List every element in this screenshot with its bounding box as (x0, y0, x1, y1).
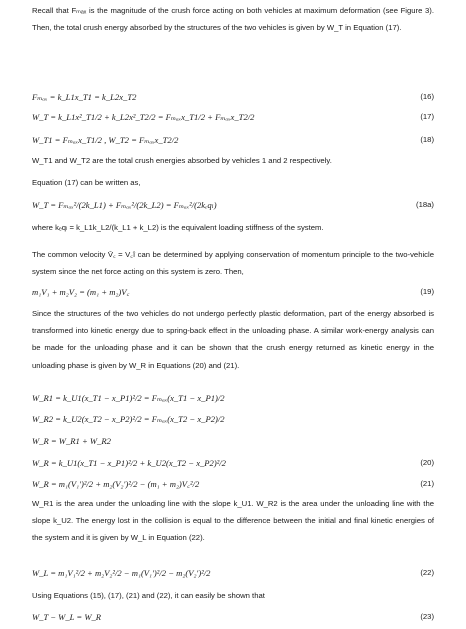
equation-number-22: (22) (420, 568, 434, 577)
equation-row-21 (32, 477, 434, 491)
equation-row-23 (32, 610, 434, 624)
equation-number-17: (17) (420, 112, 434, 121)
equation-number-18: (18) (420, 135, 434, 144)
equation-row-17 (32, 110, 434, 124)
equation-number-16: (16) (420, 92, 434, 101)
paragraph-common-velocity: The common velocity V̄꜀ = V꜀î can be determined by applying conservation of momentum principle to the two-vehicle system since the net force acting on this system is zero. Then, (32, 250, 434, 277)
equation-18a: W_T = Fₘₐₓ²/(2k_L1) + Fₘₐₓ²/(2k_L2) = Fₘₐₓ²/(2kₑqₗ) (32, 200, 217, 210)
equation-row-22 (32, 566, 434, 580)
paragraph-keql-definition: where kₑqₗ = k_L1k_L2/(k_L1 + k_L2) is the equivalent loading stiffness of the system. (32, 223, 324, 232)
paragraph-eq17-intro: Equation (17) can be written as, (32, 178, 141, 187)
equation-23: W_T − W_L = W_R (32, 612, 102, 622)
equation-row-wr1 (32, 391, 434, 405)
equation-number-20: (20) (420, 458, 434, 467)
equation-row-18a (32, 198, 434, 212)
equation-22: W_L = m₁V₁²/2 + m₂V₂²/2 − m₁(V₁′)²/2 − m₂(V₂′)²/2 (32, 568, 211, 578)
equation-18: W_T1 = Fₘₐₓx_T1/2 , W_T2 = Fₘₐₓx_T2/2 (32, 135, 179, 145)
equation-wr2: W_R2 = k_U2(x_T2 − x_P2)²/2 = Fₘₐₓ(x_T2 − x_P2)/2 (32, 414, 225, 424)
paragraph-intro: Recall that Fₘₐₓ is the magnitude of the crush force acting on both vehicles at maximum deformation (see Figure 3). Then, the total crush energy absorbed by the structures of the two vehicles is given by W_T in Equation (17). (32, 6, 434, 33)
equation-row-19 (32, 285, 434, 299)
equation-row-20 (32, 456, 434, 470)
equation-row-wr-sum (32, 434, 434, 448)
equation-row-18 (32, 133, 434, 147)
equation-19: m₁V₁ + m₂V₂ = (m₁ + m₂)V꜀ (32, 287, 130, 297)
equation-number-21: (21) (420, 479, 434, 488)
paragraph-unloading-area: W_R1 is the area under the unloading line with the slope k_U1. W_R2 is the area under the unloading line with the slope k_U2. The energy lost in the collision is equal to the difference between the initial and final kinetic energies of the system and it is given by W_L in Equation (22). (32, 499, 434, 543)
paragraph-spring-back: Since the structures of the two vehicles do not undergo perfectly plastic deformation, part of the energy absorbed is transformed into kinetic energy due to spring-back effect in the unloading phase. A similar work-energy analysis can be made for the unloading phase and it can be shown that the crush energy returned as kinetic energy in the unloading phase is given by W_R in Equations (20) and (21). (32, 309, 434, 370)
equation-20: W_R = k_U1(x_T1 − x_P1)²/2 + k_U2(x_T2 − x_P2)²/2 (32, 458, 226, 468)
equation-number-23: (23) (420, 612, 434, 621)
equation-17: W_T = k_L1x²_T1/2 + k_L2x²_T2/2 = Fₘₐₓx_T1/2 + Fₘₐₓx_T2/2 (32, 112, 255, 122)
equation-wr1: W_R1 = k_U1(x_T1 − x_P1)²/2 = Fₘₐₓ(x_T1 − x_P1)/2 (32, 393, 225, 403)
equation-row-16 (32, 90, 434, 104)
equation-16: Fₘₐₓ = k_L1x_T1 = k_L2x_T2 (32, 92, 137, 102)
equation-number-19: (19) (420, 287, 434, 296)
equation-wr-sum: W_R = W_R1 + W_R2 (32, 436, 111, 446)
paragraph-wt-definition: W_T1 and W_T2 are the total crush energies absorbed by vehicles 1 and 2 respectively. (32, 156, 332, 165)
equation-21: W_R = m₁(V₁′)²/2 + m₂(V₂′)²/2 − (m₁ + m₂)V꜀²/2 (32, 479, 200, 489)
paragraph-using-equations: Using Equations (15), (17), (21) and (22), it can easily be shown that (32, 591, 265, 600)
equation-number-18a: (18a) (416, 200, 434, 209)
equation-row-wr2 (32, 412, 434, 426)
